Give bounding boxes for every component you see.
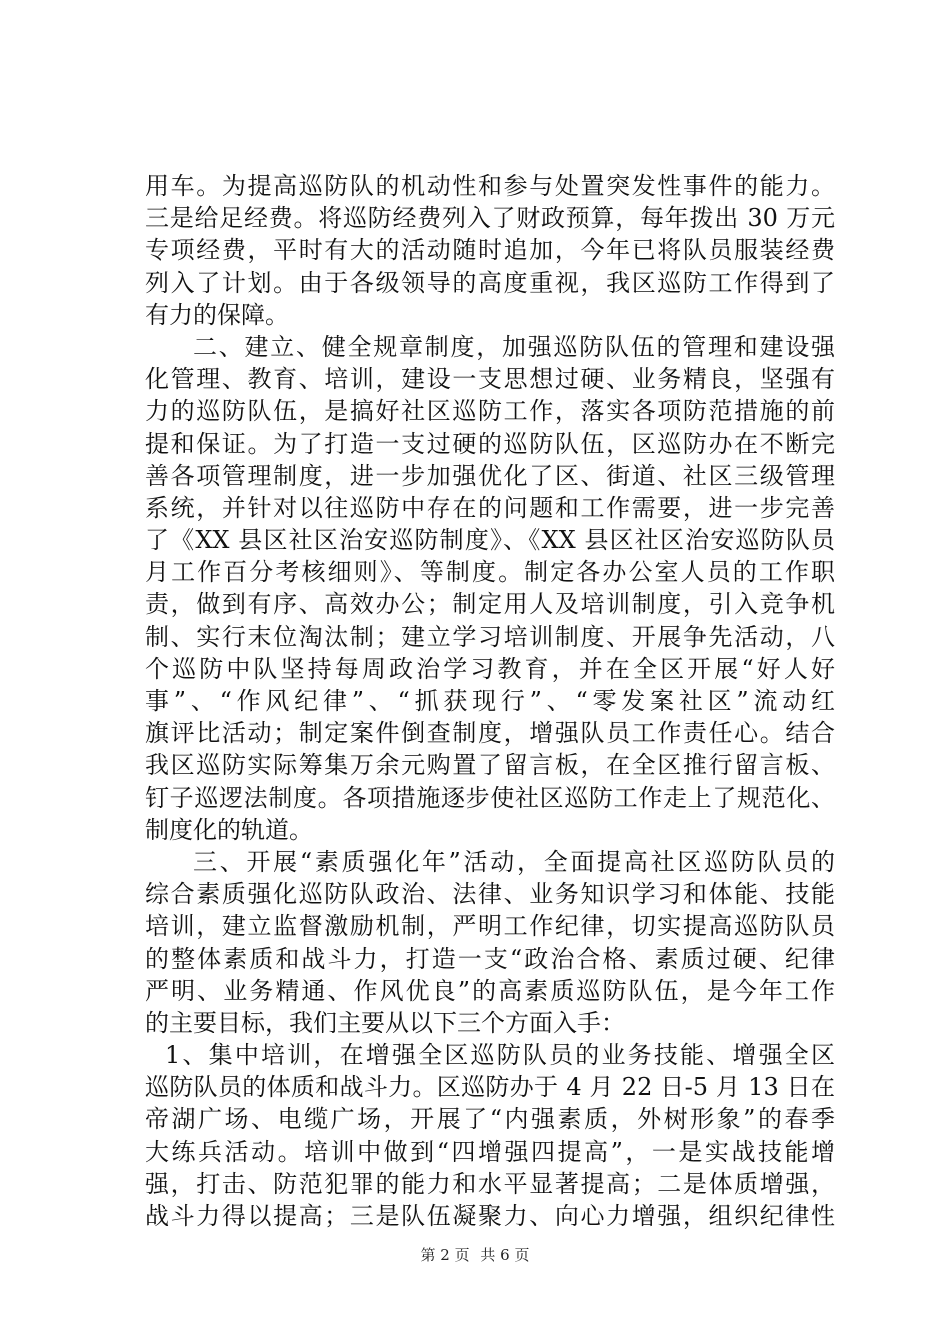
text-line: 巡防队员的体质和战斗力。区巡防办于 4 月 22 日-5 月 13 日在 [145, 1073, 835, 1102]
page-number: 第 2 页 [420, 1246, 470, 1264]
page-footer [0, 1244, 950, 1265]
text-line: 个巡防中队坚持每周政治学习教育，并在全区开展“好人好 [145, 654, 835, 683]
text-line: 有力的保障。 [145, 300, 289, 329]
text-line: 培训，建立监督激励机制，严明工作纪律，切实提高巡防队员 [145, 912, 835, 941]
text-line: 严明、业务精通、作风优良”的高素质巡防队伍，是今年工作 [145, 976, 835, 1005]
text-line: 综合素质强化巡防队政治、法律、业务知识学习和体能、技能 [145, 880, 835, 909]
text-line: 善各项管理制度，进一步加强优化了区、街道、社区三级管理 [145, 461, 835, 490]
text-line: 列入了计划。由于各级领导的高度重视，我区巡防工作得到了 [145, 268, 835, 297]
body-text [145, 170, 835, 1232]
text-line: 强，打击、防范犯罪的能力和水平显著提高；二是体质增强， [145, 1169, 835, 1198]
text-line: 制度化的轨道。 [145, 815, 313, 844]
text-line: 战斗力得以提高；三是队伍凝聚力、向心力增强，组织纪律性 [145, 1202, 835, 1230]
text-line: 责，做到有序、高效办公；制定用人及培训制度，引入竞争机 [145, 590, 835, 619]
text-line: 月工作百分考核细则》、等制度。制定各办公室人员的工作职 [145, 558, 835, 587]
list-item-line: 1、集中培训，在增强全区巡防队员的业务技能、增强全区 [165, 1041, 835, 1070]
text-line: 的主要目标，我们主要从以下三个方面入手： [145, 1008, 625, 1037]
text-line: 制、实行末位淘汰制；建立学习培训制度、开展争先活动，八 [145, 622, 835, 651]
section-heading-line: 三、开展“素质强化年”活动，全面提高社区巡防队员的 [193, 847, 835, 876]
text-line: 钉子巡逻法制度。各项措施逐步使社区巡防工作走上了规范化、 [145, 783, 835, 812]
text-line: 专项经费，平时有大的活动随时追加，今年已将队员服装经费 [145, 236, 835, 265]
section-heading-line: 二、建立、健全规章制度，加强巡防队伍的管理和建设强 [193, 332, 835, 361]
text-line: 三是给足经费。将巡防经费列入了财政预算，每年拨出 30 万元 [145, 204, 835, 233]
text-line: 提和保证。为了打造一支过硬的巡防队伍，区巡防办在不断完 [145, 429, 835, 458]
text-line: 系统，并针对以往巡防中存在的问题和工作需要，进一步完善 [145, 493, 835, 522]
text-line: 大练兵活动。培训中做到“四增强四提高”，一是实战技能增 [145, 1137, 835, 1166]
text-line: 我区巡防实际筹集万余元购置了留言板，在全区推行留言板、 [145, 751, 835, 780]
text-line: 旗评比活动；制定案件倒查制度，增强队员工作责任心。结合 [145, 719, 835, 748]
text-line: 的整体素质和战斗力，打造一支“政治合格、素质过硬、纪律 [145, 944, 835, 973]
text-line: 力的巡防队伍，是搞好社区巡防工作，落实各项防范措施的前 [145, 397, 835, 426]
text-line: 帝湖广场、电缆广场，开展了“内强素质，外树形象”的春季 [145, 1105, 835, 1134]
text-line: 事”、“作风纪律”、“抓获现行”、“零发案社区”流动红 [145, 687, 835, 715]
page-total: 共 6 页 [480, 1246, 530, 1264]
text-line: 用车。为提高巡防队的机动性和参与处置突发性事件的能力。 [145, 172, 835, 200]
text-line: 化管理、教育、培训，建设一支思想过硬、业务精良，坚强有 [145, 365, 835, 394]
text-line: 了《XX 县区社区治安巡防制度》、《XX 县区社区治安巡防队员 [145, 526, 835, 555]
